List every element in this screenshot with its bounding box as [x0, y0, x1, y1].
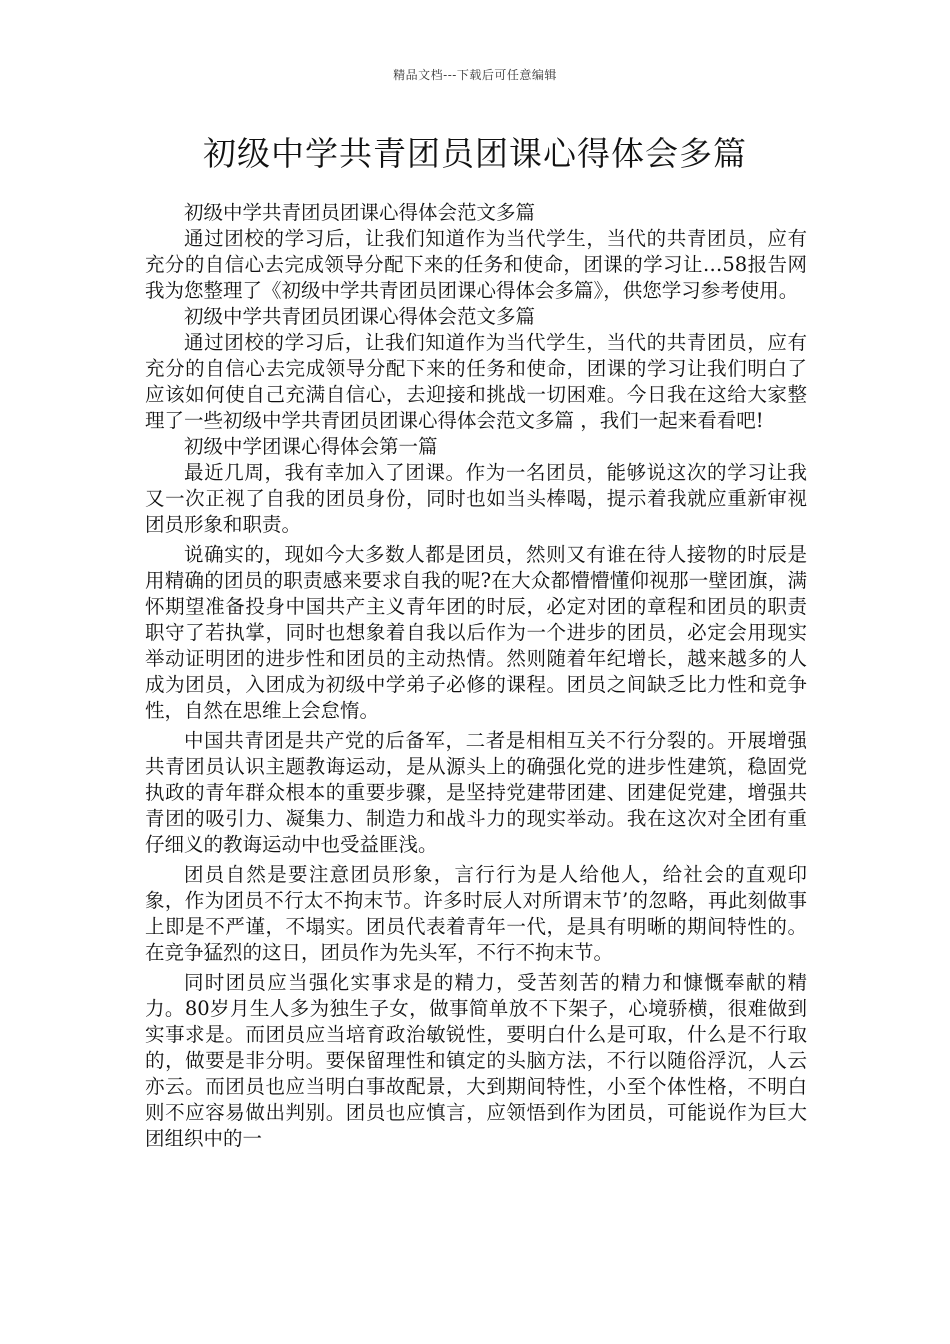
paragraph-subtitle-2: 初级中学共青团员团课心得体会范文多篇	[184, 305, 536, 328]
page-header: 精品文档---下载后可任意编辑	[393, 68, 557, 82]
document-body	[145, 200, 807, 1152]
paragraph-body-3: 中国共青团是共产党的后备军，二者是相相互关不行分裂的。开展增强共青团员认识主题教诲运动，是从源头上的确强化党的进步性建筑，稳固党执政的青年群众根本的重要步骤，是坚持党建带团建、团建促党建，增强共青团的吸引力、凝集力、制造力和战斗力的现实举动。我在这次对全团有重仔细义的教诲运动中也受益匪浅。	[145, 729, 807, 856]
paragraph-body-5: 同时团员应当强化实事求是的精力，受苦刻苦的精力和慷慨奉献的精力。80岁月生人多为独生子女，做事简单放不下架子，心境骄横，很难做到实事求是。而团员应当培育政治敏锐性，要明白什么是可取，什么是不行取的，做要是非分明。要保留理性和镇定的头脑方法，不行以随俗浮沉，人云亦云。而团员也应当明白事故配景，大到期间特性，小至个体性格，不明白则不应容易做出判别。团员也应慎言，应领悟到作为团员，可能说作为巨大团组织中的一	[145, 971, 807, 1150]
document-title: 初级中学共青团员团课心得体会多篇	[203, 134, 747, 173]
paragraph-intro-2: 通过团校的学习后，让我们知道作为当代学生，当代的共青团员，应有充分的自信心去完成领导分配下来的任务和使命，团课的学习让我们明白了应该如何使自己充满自信心，去迎接和挑战一切困难。今日我在这给大家整理了一些初级中学共青团员团课心得体会范文多篇 ，我们一起来看看吧!	[145, 331, 807, 432]
paragraph-body-4: 团员自然是要注意团员形象，言行行为是人给他人，给社会的直观印象，作为团员不行太不拘末节。许多时辰人对所谓末节’的忽略，再此刻做事上即是不严谨，不塌实。团员代表着青年一代，是具有明晰的期间特性的。在竞争猛烈的这日，团员作为先头军，不行不拘末节。	[145, 863, 807, 964]
paragraph-body-1: 最近几周，我有幸加入了团课。作为一名团员，能够说这次的学习让我又一次正视了自我的团员身份，同时也如当头棒喝，提示着我就应重新审视团员形象和职责。	[145, 461, 807, 536]
paragraph-body-2: 说确实的，现如今大多数人都是团员，然则又有谁在待人接物的时辰是用精确的团员的职责感来要求自我的呢?在大众都懵懵懂仰视那一壁团旗，满怀期望准备投身中国共产主义青年团的时辰，必定对团的章程和团员的职责职守了若执掌，同时也想象着自我以后作为一个进步的团员，必定会用现实举动证明团的进步性和团员的主动热情。然则随着年纪增长，越来越多的人成为团员，入团成为初级中学弟子必修的课程。团员之间缺乏比力性和竞争性，自然在思维上会怠惰。	[145, 543, 807, 722]
paragraph-section-heading: 初级中学团课心得体会第一篇	[184, 435, 438, 458]
paragraph-intro-1: 通过团校的学习后，让我们知道作为当代学生，当代的共青团员，应有充分的自信心去完成领导分配下来的任务和使命，团课的学习让…58报告网我为您整理了《初级中学共青团员团课心得体会多篇》，供您学习参考使用。	[145, 227, 807, 302]
paragraph-subtitle-1: 初级中学共青团员团课心得体会范文多篇	[184, 201, 536, 224]
